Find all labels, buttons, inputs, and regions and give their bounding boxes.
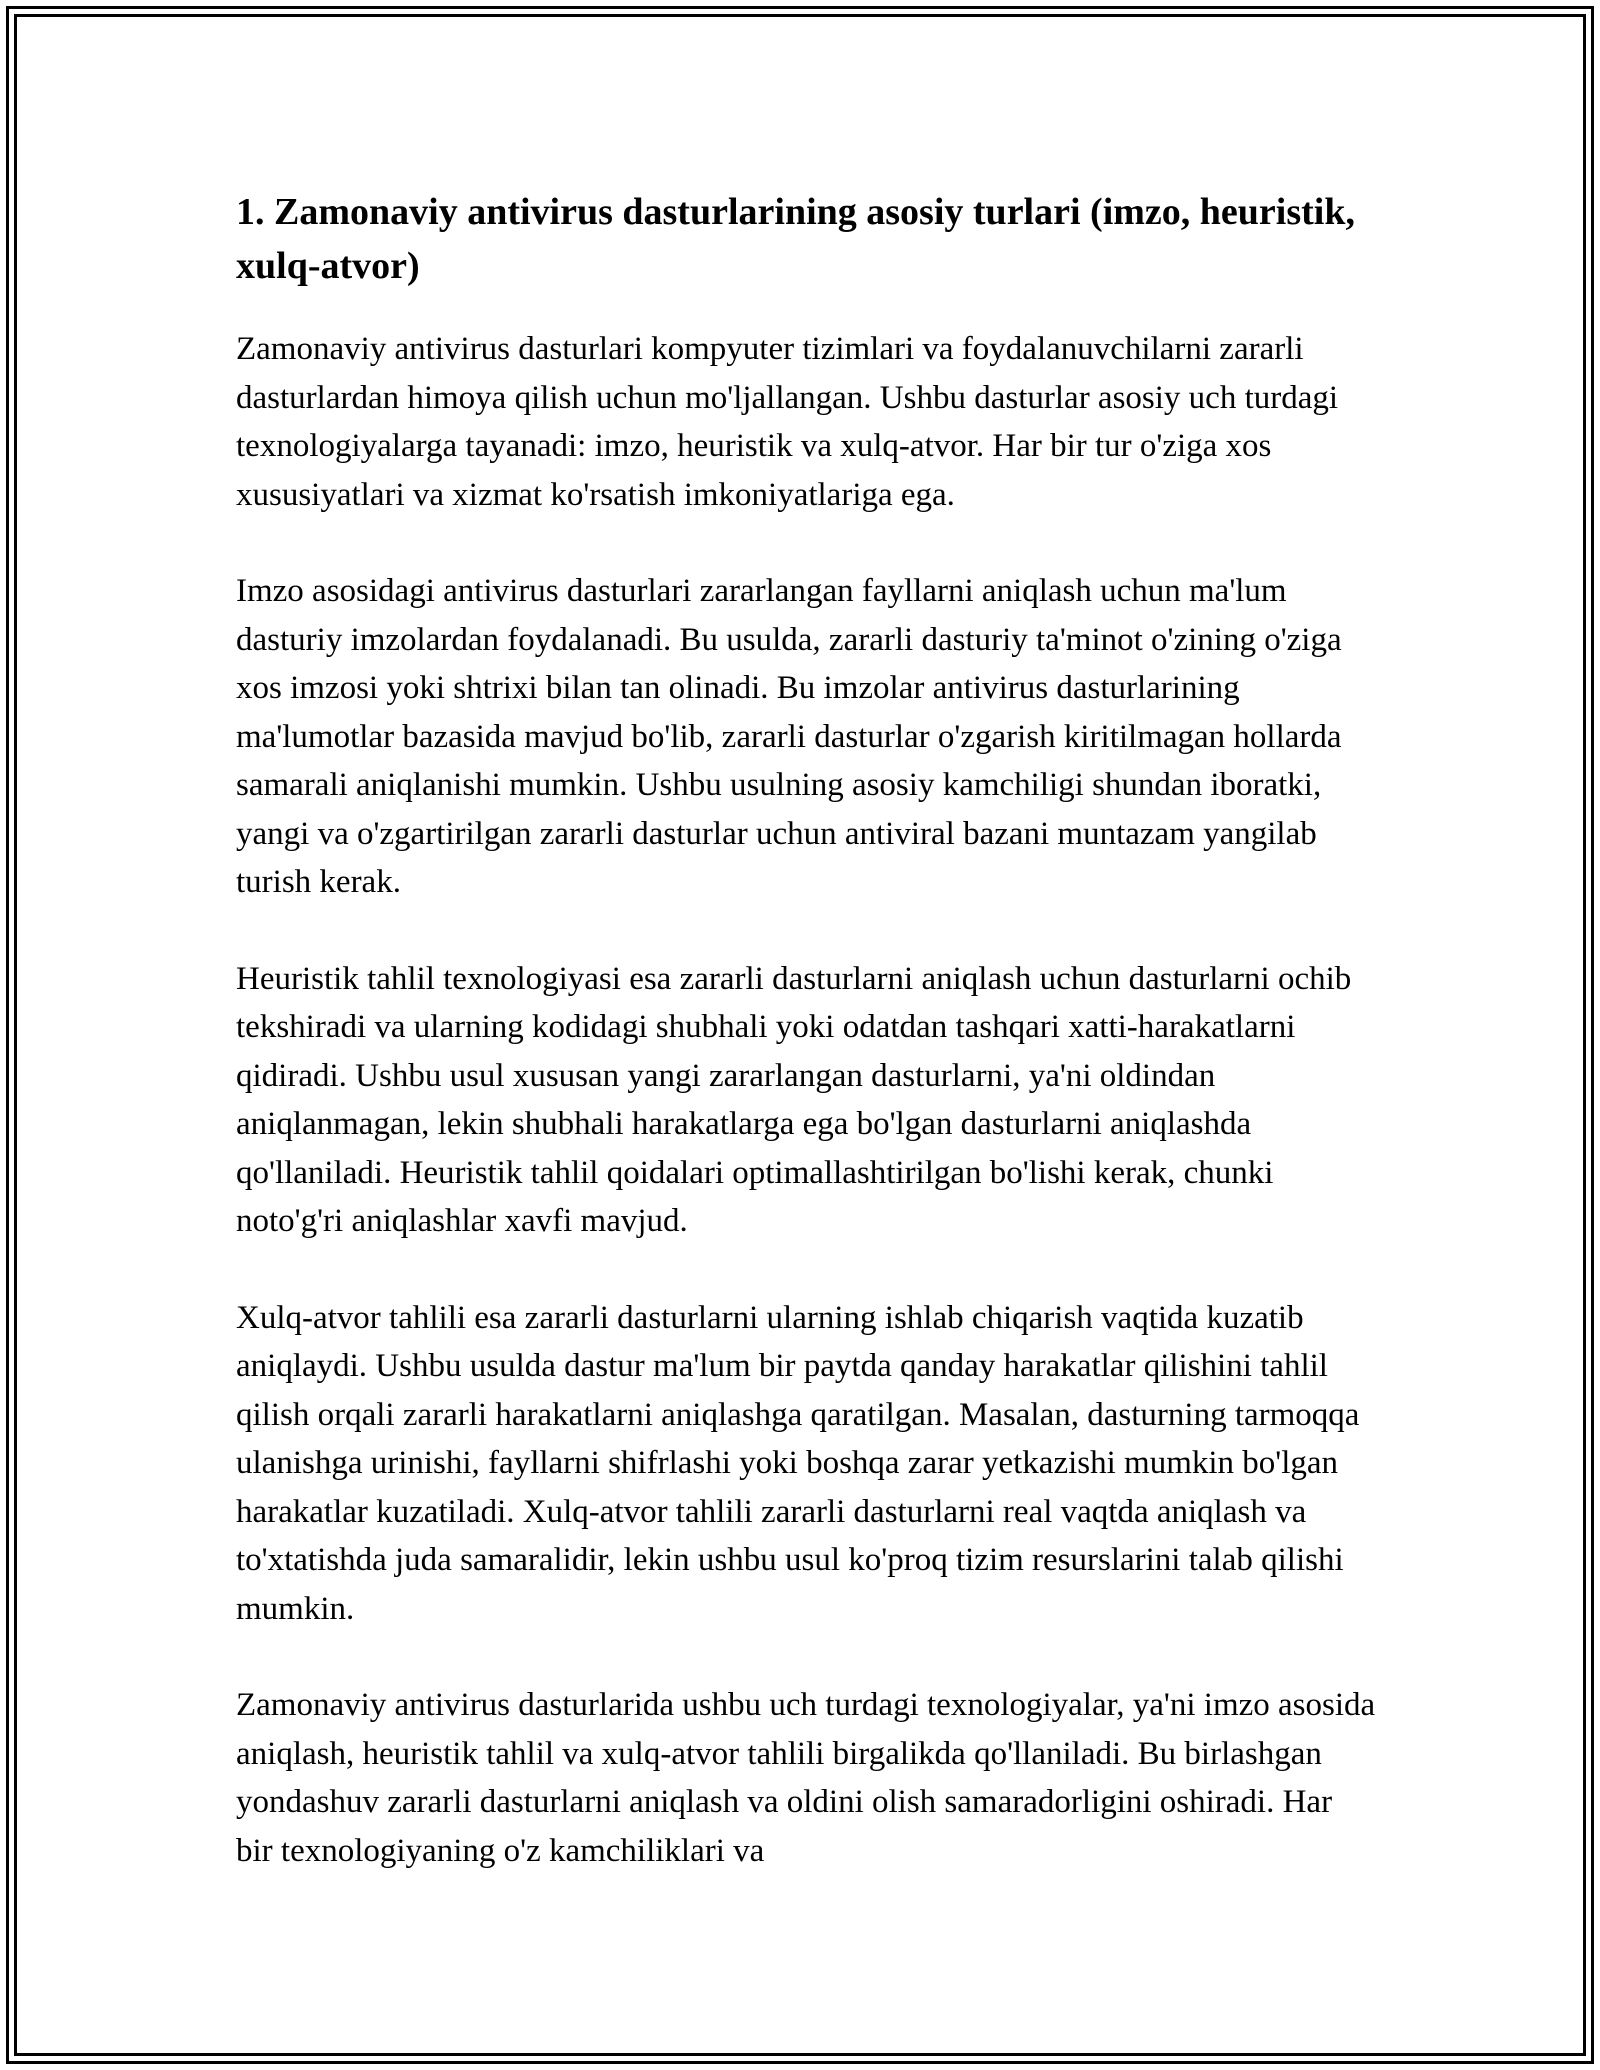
- paragraph-combined-approach: Zamonaviy antivirus dasturlarida ushbu uch turdagi texnologiyalar, ya'ni imzo asosida aniqlash, heuristik tahlil va xulq-atvor tahlili birgalikda qo'llaniladi. Bu birlashgan yondashuv zararli dasturlarni aniqlash va oldini olish samaradorligini oshiradi. Har bir texnologiyaning o'z kamchiliklari va: [236, 1687, 1376, 1869]
- paragraph-heuristic: Heuristik tahlil texnologiyasi esa zararli dasturlarni aniqlash uchun dasturlarni ochib tekshiradi va ularning kodidagi shubhali yoki odatdan tashqari xatti-harakatlarni qidiradi. Ushbu usul xususan yangi zararlangan dasturlarni, ya'ni oldindan aniqlanmagan, lekin shubhali harakatlarga ega bo'lgan dasturlarni aniqlashda qo'llaniladi. Heuristik tahlil qoidalari optimallashtirilgan bo'lishi kerak, chunki noto'g'ri aniqlashlar xavfi mavjud.: [236, 960, 1352, 1239]
- document-body: [236, 185, 1376, 1875]
- paragraph-signature-based: Imzo asosidagi antivirus dasturlari zararlangan fayllarni aniqlash uchun ma'lum dasturiy imzolardan foydalanadi. Bu usulda, zararli dasturiy ta'minot o'zining o'ziga xos imzosi yoki shtrixi bilan tan olinadi. Bu imzolar antivirus dasturlarining ma'lumotlar bazasida mavjud bo'lib, zararli dasturlar o'zgarish kiritilmagan hollarda samarali aniqlanishi mumkin. Ushbu usulning asosiy kamchiligi shundan iboratki, yangi va o'zgartirilgan zararli dasturlar uchun antiviral bazani muntazam yangilab turish kerak.: [236, 573, 1342, 900]
- section-heading: 1. Zamonaviy antivirus dasturlarining asosiy turlari (imzo, heuristik, xulq-atvor): [236, 191, 1355, 287]
- paragraph-behavioral: Xulq-atvor tahlili esa zararli dasturlarni ularning ishlab chiqarish vaqtida kuzatib aniqlaydi. Ushbu usulda dastur ma'lum bir paytda qanday harakatlar qilishini tahlil qilish orqali zararli harakatlarni aniqlashga qaratilgan. Masalan, dasturning tarmoqqa ulanishga urinishi, fayllarni shifrlashi yoki boshqa zarar yetkazishi mumkin bo'lgan harakatlar kuzatiladi. Xulq-atvor tahlili zararli dasturlarni real vaqtda aniqlash va to'xtatishda juda samaralidir, lekin ushbu usul ko'proq tizim resurslarini talab qilishi mumkin.: [236, 1299, 1360, 1627]
- paragraph-intro: Zamonaviy antivirus dasturlari kompyuter tizimlari va foydalanuvchilarni zararli dasturlardan himoya qilish uchun mo'ljallangan. Ushbu dasturlar asosiy uch turdagi texnologiyalarga tayanadi: imzo, heuristik va xulq-atvor. Har bir tur o'ziga xos xususiyatlari va xizmat ko'rsatish imkoniyatlariga ega.: [236, 331, 1339, 513]
